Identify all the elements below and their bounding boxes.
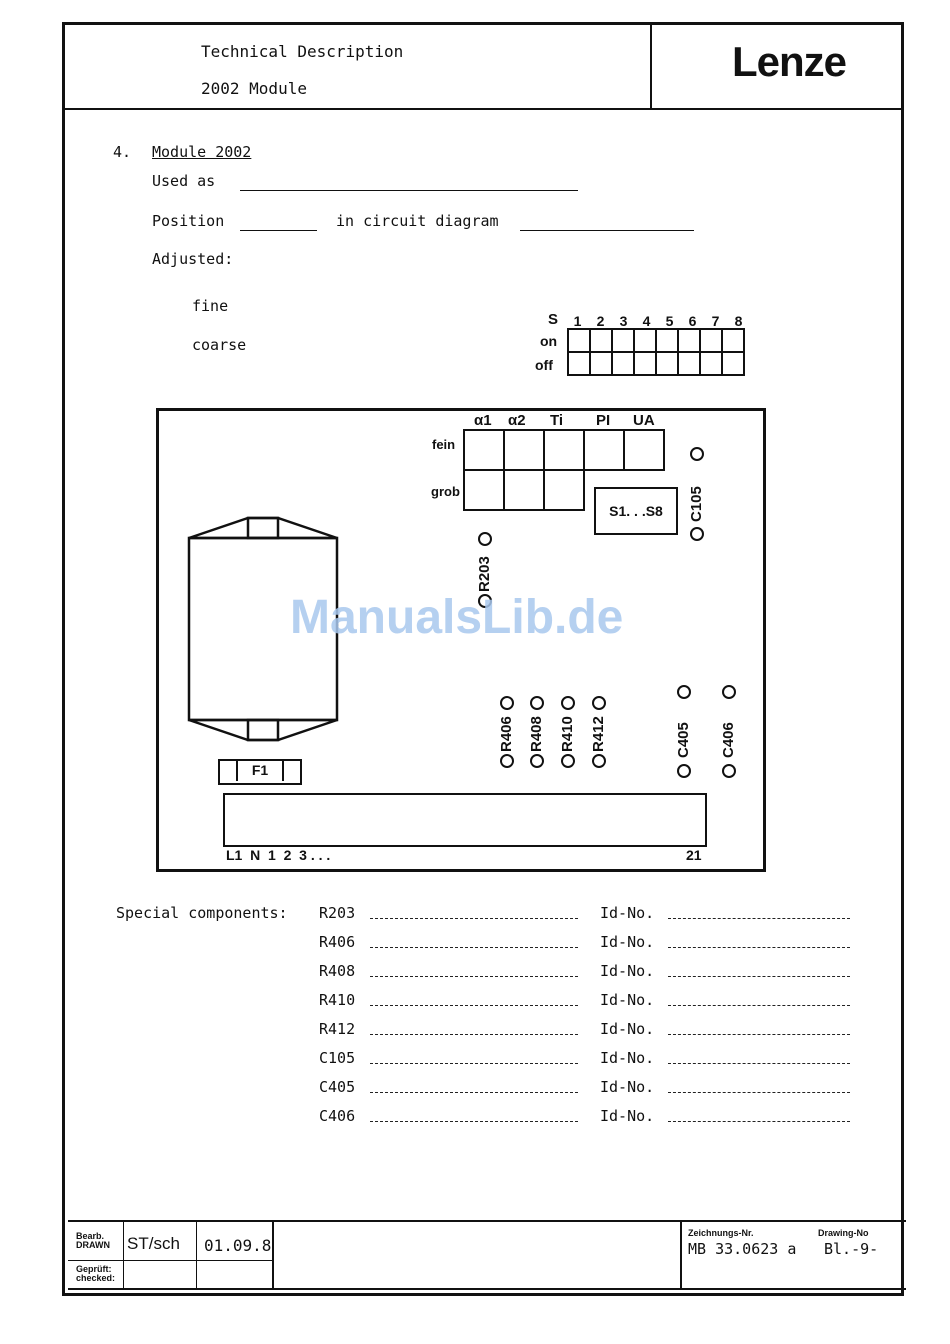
id-label: Id-No. — [600, 933, 655, 951]
brand-logo: Lenze — [732, 38, 847, 85]
drawing-number: MB 33.0623 a — [688, 1240, 797, 1258]
pot-label-ua: UA — [633, 412, 655, 429]
component-name: C405 — [319, 1078, 356, 1096]
pot-grob-ti[interactable] — [544, 470, 584, 510]
switch-cell[interactable] — [634, 352, 656, 375]
adjusted-label: Adjusted: — [152, 250, 234, 268]
footer-col-divider — [196, 1220, 197, 1290]
doc-title: Technical Description — [201, 42, 404, 61]
component-value-field[interactable] — [370, 947, 578, 948]
component-name: C406 — [319, 1107, 356, 1125]
component-name: R408 — [319, 962, 356, 980]
component-value-field[interactable] — [370, 918, 578, 919]
r406-label: R406 — [498, 716, 515, 752]
pot-grob-alpha2[interactable] — [504, 470, 544, 510]
switch-number: 4 — [642, 313, 651, 329]
drawn-label-de: Bearb. — [76, 1231, 105, 1241]
switch-on-label: on — [540, 333, 558, 349]
id-field[interactable] — [668, 976, 850, 977]
switch-off-label: off — [535, 357, 553, 373]
drawn-date: 01.09.8 — [204, 1236, 272, 1255]
r406-pad-top — [500, 696, 514, 710]
id-field[interactable] — [668, 947, 850, 948]
r410-pad-bottom — [561, 754, 575, 768]
switch-cell[interactable] — [634, 329, 656, 352]
c105-pad-bottom — [690, 527, 704, 541]
pot-fein-alpha2[interactable] — [504, 430, 544, 470]
header-divider — [62, 108, 904, 110]
switch-s-label: S — [548, 311, 559, 328]
pot-fein-ti[interactable] — [544, 430, 584, 470]
pot-fein-alpha1[interactable] — [464, 430, 504, 470]
r412-pad-top — [592, 696, 606, 710]
drawn-by: ST/sch — [127, 1234, 180, 1253]
id-label: Id-No. — [600, 962, 655, 980]
c105-pad-top — [690, 447, 704, 461]
switch-cell[interactable] — [590, 329, 612, 352]
pot-fein-pi[interactable] — [584, 430, 624, 470]
circuit-field[interactable] — [520, 230, 694, 231]
switch-grid[interactable] — [567, 328, 745, 376]
switch-block[interactable]: S1. . .S8 — [594, 487, 678, 535]
special-components-label: Special components: — [116, 904, 288, 922]
component-name: R203 — [319, 904, 356, 922]
component-value-field[interactable] — [370, 1005, 578, 1006]
c405-pad-top — [677, 685, 691, 699]
c105-label: C105 — [688, 486, 705, 522]
c405-pad-bottom — [677, 764, 691, 778]
id-field[interactable] — [668, 1092, 850, 1093]
position-field[interactable] — [240, 230, 317, 231]
switch-cell[interactable] — [678, 352, 700, 375]
footer-row-divider — [68, 1260, 272, 1261]
footer-col-divider — [123, 1220, 124, 1290]
id-label: Id-No. — [600, 1107, 655, 1125]
drawn-label-en: DRAWN — [76, 1240, 110, 1250]
position-label: Position — [152, 212, 225, 230]
component-name: R412 — [319, 1020, 356, 1038]
pot-label-pi: PI — [596, 412, 611, 429]
switch-number: 6 — [688, 313, 697, 329]
component-value-field[interactable] — [370, 1034, 578, 1035]
footer-col-divider — [680, 1220, 682, 1290]
fine-label: fine — [192, 297, 229, 315]
pot-label-ti: Ti — [550, 412, 564, 429]
switch-cell[interactable] — [722, 352, 744, 375]
checked-label-de: Geprüft: — [76, 1264, 112, 1274]
switch-cell[interactable] — [612, 352, 634, 375]
circuit-label: in circuit diagram — [336, 212, 499, 230]
switch-number: 3 — [619, 313, 628, 329]
switch-cell[interactable] — [700, 329, 722, 352]
switch-cell[interactable] — [678, 329, 700, 352]
switch-cell[interactable] — [656, 352, 678, 375]
pot-label-alpha2: α2 — [508, 412, 526, 429]
footer-col-divider — [272, 1220, 274, 1290]
pot-label-alpha1: α1 — [474, 412, 492, 429]
coarse-label: coarse — [192, 336, 247, 354]
id-label: Id-No. — [600, 904, 655, 922]
used-as-label: Used as — [152, 172, 216, 190]
grob-label: grob — [431, 484, 460, 499]
fein-label: fein — [432, 437, 456, 452]
r203-pad-top — [478, 532, 492, 546]
r410-label: R410 — [559, 716, 576, 752]
section-number: 4. — [113, 143, 132, 161]
watermark: ManualsLib.de — [290, 591, 624, 644]
id-field[interactable] — [668, 1034, 850, 1035]
r410-pad-top — [561, 696, 575, 710]
component-name: C105 — [319, 1049, 356, 1067]
footer-bottom-border — [68, 1288, 906, 1290]
switch-cell[interactable] — [700, 352, 722, 375]
header-divider-vertical — [650, 22, 652, 110]
switch-number: 7 — [711, 313, 720, 329]
r412-label: R412 — [590, 716, 607, 752]
doc-subtitle: 2002 Module — [201, 79, 307, 98]
switch-cell[interactable] — [568, 352, 590, 375]
switch-number: 2 — [596, 313, 605, 329]
id-field[interactable] — [668, 918, 850, 919]
switch-cell[interactable] — [568, 329, 590, 352]
component-value-field[interactable] — [370, 1121, 578, 1122]
component-value-field[interactable] — [370, 1063, 578, 1064]
id-field[interactable] — [668, 1063, 850, 1064]
component-name: R410 — [319, 991, 356, 1009]
pot-fein-ua[interactable] — [624, 430, 664, 470]
r408-label: R408 — [528, 716, 545, 752]
component-value-field[interactable] — [370, 1092, 578, 1093]
c406-label: C406 — [720, 722, 737, 758]
fuse-f1: F1 — [236, 759, 284, 781]
id-field[interactable] — [668, 1005, 850, 1006]
checked-label-en: checked: — [76, 1273, 116, 1283]
r408-pad-top — [530, 696, 544, 710]
component-value-field[interactable] — [370, 976, 578, 977]
r406-pad-bottom — [500, 754, 514, 768]
id-label: Id-No. — [600, 991, 655, 1009]
switch-cell[interactable] — [590, 352, 612, 375]
terminal-labels-left: L1 N 1 2 3 . . . — [226, 847, 331, 863]
switch-number: 8 — [734, 313, 743, 329]
component-name: R406 — [319, 933, 356, 951]
c405-label: C405 — [675, 722, 692, 758]
switch-number: 1 — [573, 313, 582, 329]
switch-numbers — [566, 313, 752, 329]
pot-grob-alpha1[interactable] — [464, 470, 504, 510]
r203-label: R203 — [476, 556, 493, 592]
c406-pad-top — [722, 685, 736, 699]
footer-top-border — [68, 1220, 906, 1222]
terminal-strip — [223, 793, 707, 847]
id-label: Id-No. — [600, 1049, 655, 1067]
sheet-number: Bl.-9- — [824, 1240, 879, 1258]
section-title: Module 2002 — [152, 143, 252, 161]
switch-number: 5 — [665, 313, 674, 329]
switch-cell[interactable] — [656, 329, 678, 352]
r412-pad-bottom — [592, 754, 606, 768]
r408-pad-bottom — [530, 754, 544, 768]
drawing-no-label-en: Drawing-No — [818, 1228, 869, 1238]
switch-cell[interactable] — [722, 329, 744, 352]
id-label: Id-No. — [600, 1078, 655, 1096]
drawing-no-label-de: Zeichnungs-Nr. — [688, 1228, 754, 1238]
used-as-field[interactable] — [240, 190, 578, 191]
terminal-label-right: 21 — [686, 847, 702, 863]
switch-cell[interactable] — [612, 329, 634, 352]
c406-pad-bottom — [722, 764, 736, 778]
id-label: Id-No. — [600, 1020, 655, 1038]
id-field[interactable] — [668, 1121, 850, 1122]
